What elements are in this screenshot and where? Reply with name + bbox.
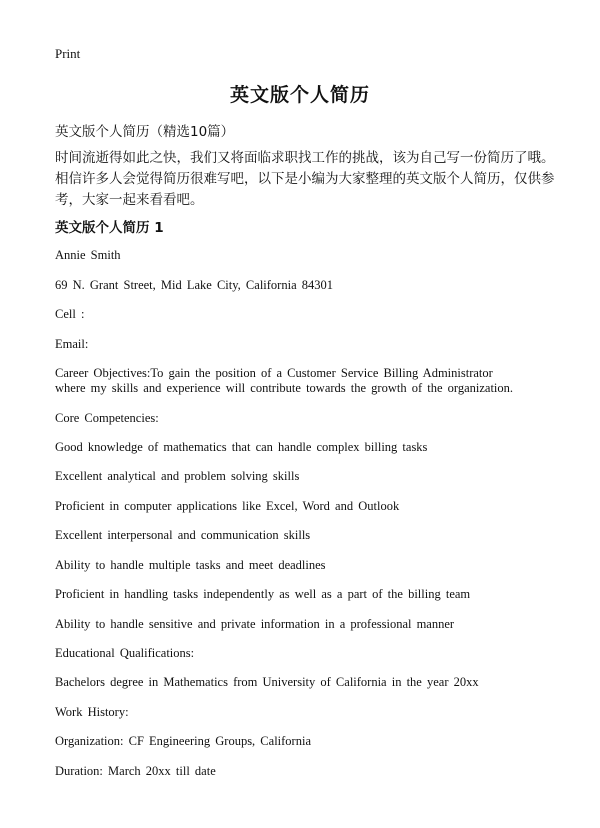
intro-paragraph: 时间流逝得如此之快，我们又将面临求职找工作的挑战，该为自己写一份简历了哦。相信许多人会觉得简历很难写吧，以下是小编为大家整理的英文版个人简历，仅供参考，大家一起来看看吧。 <box>55 150 555 208</box>
core-competencies-label: Core Competencies: <box>55 411 159 425</box>
resume-cell: Cell : <box>55 307 85 321</box>
competency-item: Proficient in computer applications like Excel, Word and Outlook <box>55 499 400 513</box>
work-duration: Duration: March 20xx till date <box>55 764 216 778</box>
competency-item: Ability to handle multiple tasks and meet deadlines <box>55 558 326 572</box>
resume-address: 69 N. Grant Street, Mid Lake City, California 84301 <box>55 278 333 292</box>
education-label: Educational Qualifications: <box>55 646 195 660</box>
resume-email: Email: <box>55 337 89 351</box>
career-objective-line-1: Career Objectives:To gain the position of a Customer Service Billing Administrator <box>55 366 493 380</box>
competency-item: Good knowledge of mathematics that can handle complex billing tasks <box>55 440 428 454</box>
document-subtitle: 英文版个人简历（精选10篇） <box>55 124 235 140</box>
competency-item: Excellent interpersonal and communication skills <box>55 528 311 542</box>
competency-item: Ability to handle sensitive and private information in a professional manner <box>55 617 455 631</box>
page-title: 英文版个人简历 <box>229 84 370 106</box>
competency-item: Proficient in handling tasks independently as well as a part of the billing team <box>55 587 471 601</box>
print-link[interactable]: Print <box>55 46 81 61</box>
section-heading: 英文版个人简历 1 <box>55 220 164 236</box>
work-organization: Organization: CF Engineering Groups, California <box>55 734 311 748</box>
work-history-label: Work History: <box>55 705 129 719</box>
career-objective <box>55 366 555 396</box>
career-objective-line-2: where my skills and experience will contribute towards the growth of the organization. <box>55 381 514 395</box>
education-entry: Bachelors degree in Mathematics from University of California in the year 20xx <box>55 675 479 689</box>
competency-item: Excellent analytical and problem solving skills <box>55 469 300 483</box>
resume-name: Annie Smith <box>55 248 121 262</box>
